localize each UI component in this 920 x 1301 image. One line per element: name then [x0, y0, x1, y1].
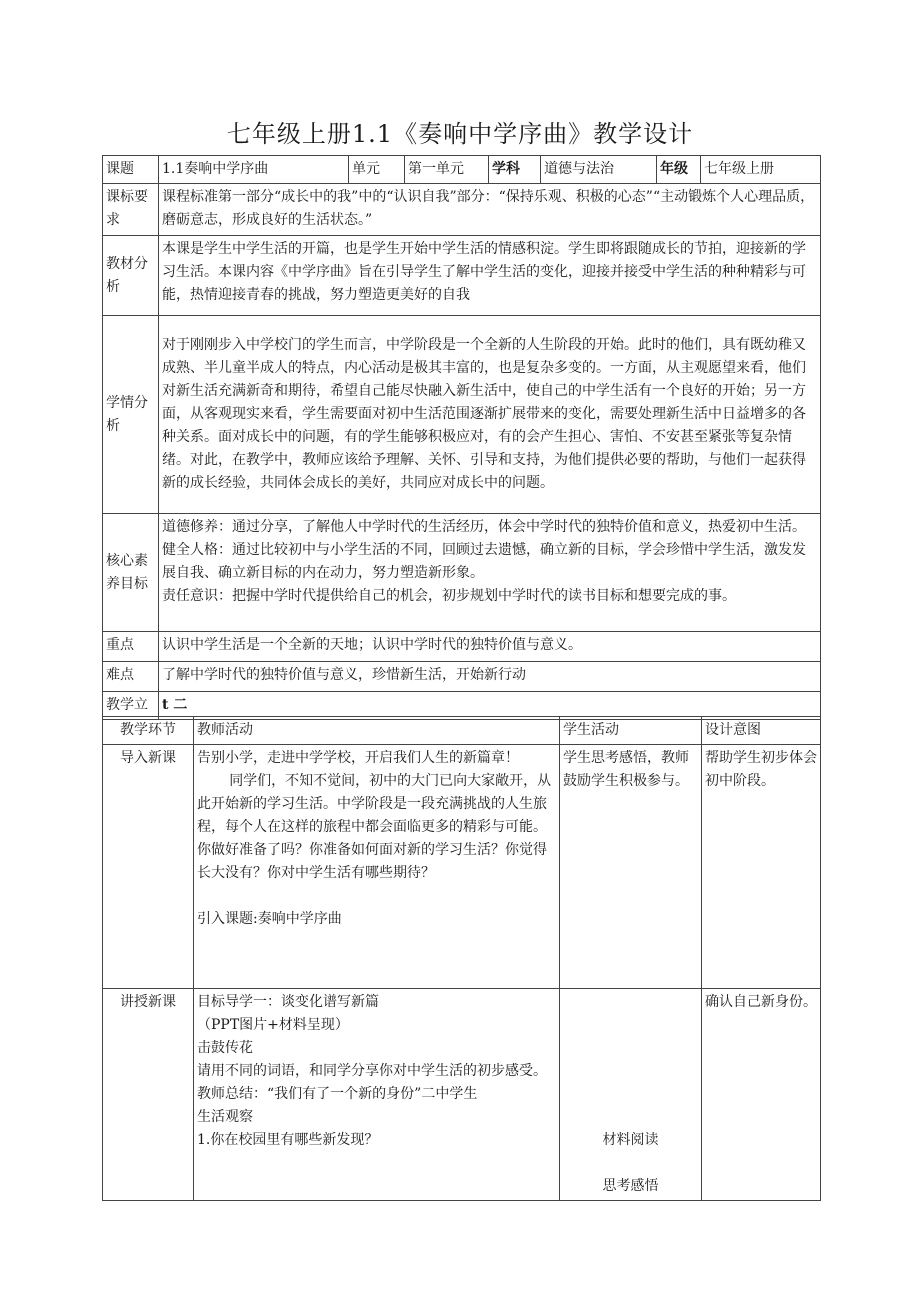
core-goals-label: 核心素养目标 — [103, 514, 159, 632]
topic-label: 课题 — [103, 156, 159, 184]
grade-label: 年级 — [657, 156, 701, 184]
unit-value: 第一单元 — [405, 156, 489, 184]
teacher-instruction: 请用不同的词语，和同学分享你对中学生活的初步感受。 — [197, 1063, 547, 1079]
textbook-row — [103, 236, 821, 316]
key-point-row — [103, 632, 821, 662]
page-title: 七年级上册1.1《奏响中学序曲》教学设计 — [226, 120, 694, 148]
header-student: 学生活动 — [560, 717, 702, 745]
intro-design: 帮助学生初步体会初中阶段。 — [702, 745, 821, 989]
lesson-header-row — [103, 717, 821, 745]
teacher-goal-1: 目标导学一：谈变化谱写新篇 — [197, 994, 379, 1010]
grade-value: 七年级上册 — [701, 156, 821, 184]
new-lesson-student — [560, 989, 702, 1201]
textbook-text: 本课是学生中学生活的开篇，也是学生开始中学生活的情感积淀。学生即将跟随成长的节拍，迎接新的学习生活。本课内容《中学序曲》旨在引导学生了解中学生活的变化，迎接并接受中学生活的种种精彩与可能，热情迎接青春的挑战，努力塑造更美好的自我 — [159, 236, 821, 316]
student-reading: 材料阅读 — [602, 1132, 659, 1148]
new-lesson-design: 确认自己新身份。 — [702, 989, 821, 1201]
core-goals-row — [103, 514, 821, 632]
intro-teacher-line: 告别小学，走进中学学校，开启我们人生的新篇章！ — [197, 750, 519, 766]
new-lesson-row — [103, 989, 821, 1201]
intro-student: 学生思考感悟，教师鼓励学生积极参与。 — [560, 745, 702, 989]
unit-label: 单元 — [349, 156, 405, 184]
spacer — [563, 991, 698, 1129]
new-lesson-stage: 讲授新课 — [103, 989, 194, 1201]
key-point-text: 认识中学生活是一个全新的天地；认识中学时代的独特价值与意义。 — [159, 632, 821, 662]
core-goal-moral: 道德修养：通过分享，了解他人中学时代的生活经历，体会中学时代的独特价值和意义，热爱初中生活。 — [162, 519, 806, 535]
student-analysis-row — [103, 316, 821, 514]
intro-stage: 导入新课 — [103, 745, 194, 989]
teacher-question-1: 1.你在校园里有哪些新发现？ — [197, 1132, 379, 1148]
difficulty-label: 难点 — [103, 662, 159, 692]
standard-label: 课标要求 — [103, 184, 159, 236]
core-goal-personality: 健全人格：通过比较初中与小学生活的不同，回顾过去遗憾，确立新的目标，学会珍惜中学生活，激发发展自我、确立新目标的内在动力，努力塑造新形象。 — [162, 542, 806, 581]
intro-row — [103, 745, 821, 989]
header-design: 设计意图 — [702, 717, 821, 745]
student-analysis-text: 对于刚刚步入中学校门的学生而言，中学阶段是一个全新的人生阶段的开始。此时的他们，具有既幼稚又成熟、半儿童半成人的特点，内心活动是极其丰富的，也是复杂多变的。一方面，从主观愿望来看，他们对新生活充满新奇和期待，希望自己能尽快融入新生活中，使自己的中学生活有一个良好的开始；另一方面，从客观现实来看，学生需要面对初中生活范围逐渐扩展带来的变化，需要处理新生活中日益增多的各种关系。面对成长中的问题，有的学生能够积极应对，有的会产生担心、害怕、不安甚至紧张等复杂情绪。对此，在教学中，教师应该给予理解、关怀、引导和支持，为他们提供必要的帮助，与他们一起获得新的成长经验，共同体会成长的美好，共同应对成长中的问题。 — [159, 316, 821, 514]
student-thinking: 思考感悟 — [602, 1178, 659, 1194]
topic-value: 1.1奏响中学序曲 — [159, 156, 349, 184]
textbook-label: 教材分析 — [103, 236, 159, 316]
header-stage: 教学环节 — [103, 717, 194, 745]
core-goal-responsibility: 责任意识：把握中学时代提供给自己的机会，初步规划中学时代的读书目标和想要完成的事。 — [162, 588, 736, 604]
standard-text: 课程标准第一部分“成长中的我”中的“认识自我”部分：“保持乐观、积极的心态”“主动锻炼个人心理品质，磨砺意志，形成良好的生活状态。” — [159, 184, 821, 236]
process-label: 教学立 — [103, 692, 159, 720]
teacher-observe: 生活观察 — [197, 1109, 253, 1125]
header-teacher: 教师活动 — [194, 717, 560, 745]
key-point-label: 重点 — [103, 632, 159, 662]
lesson-process-table — [102, 716, 821, 1201]
teacher-summary: 教师总结：“我们有了一个新的身份”二中学生 — [197, 1086, 478, 1102]
spacer — [563, 1152, 698, 1175]
lesson-info-table — [102, 155, 821, 720]
difficulty-row — [103, 662, 821, 692]
intro-teacher-paragraph: 同学们，不知不觉间，初中的大门已向大家敞开，从此开始新的学习生活。中学阶段是一段充满挑战的人生旅程，每个人在这样的旅程中都会面临更多的精彩与可能。你做好准备了吗？你准备如何面对新的学习生活？你觉得长大没有？你对中学生活有哪些期待？ — [197, 773, 552, 881]
difficulty-text: 了解中学时代的独特价值与意义，珍惜新生活，开始新行动 — [159, 662, 821, 692]
subject-label: 学科 — [489, 156, 541, 184]
intro-teacher-topic: 引入课题:奏响中学序曲 — [197, 911, 342, 927]
student-analysis-label: 学情分析 — [103, 316, 159, 514]
core-goals-cell — [159, 514, 821, 632]
teacher-ppt-note: （PPT图片+材料呈现） — [197, 1017, 349, 1033]
intro-teacher — [194, 745, 560, 989]
standard-row — [103, 184, 821, 236]
process-value: t 二 — [159, 692, 821, 720]
subject-value: 道德与法治 — [541, 156, 657, 184]
spacer — [197, 885, 556, 908]
teacher-activity: 击鼓传花 — [197, 1040, 253, 1056]
new-lesson-teacher — [194, 989, 560, 1201]
topic-row — [103, 156, 821, 184]
